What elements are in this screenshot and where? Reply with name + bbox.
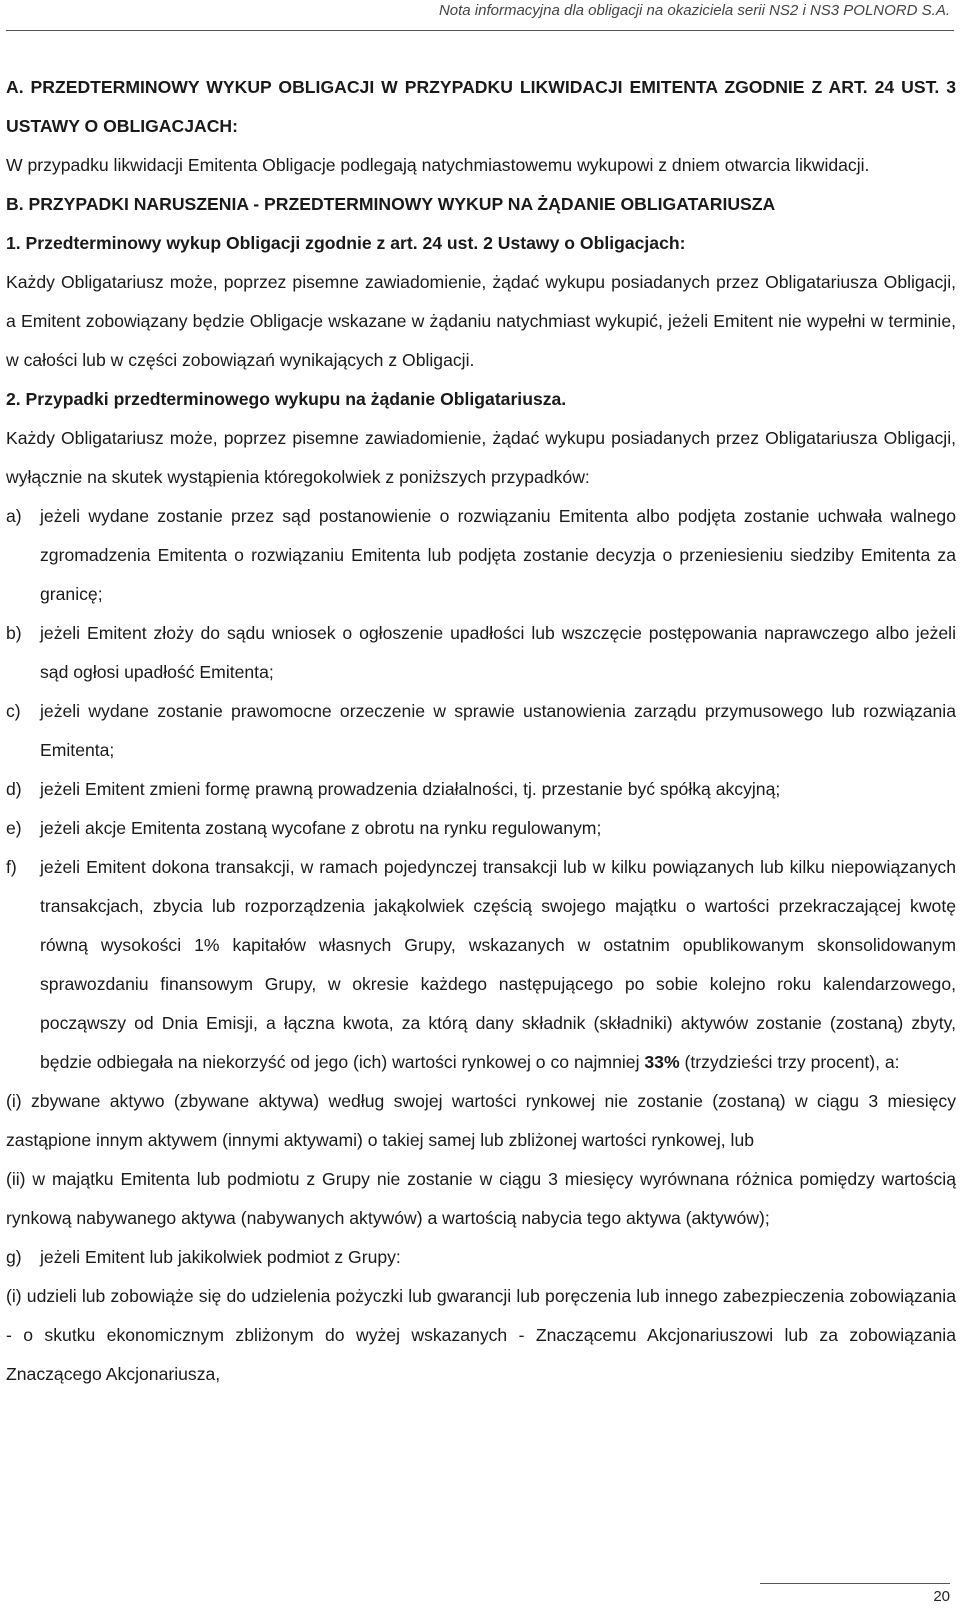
- threshold-percent: 33%: [644, 1052, 680, 1072]
- list-item-label: b): [6, 623, 22, 643]
- list-item-label: d): [6, 779, 22, 799]
- list-item-text-part: jeżeli Emitent dokona transakcji, w ramach pojedynczej transakcji lub w kilku powiązanych lub kilku niepowiązanych transakcjach, zbycia lub rozporządzenia jakąkolwiek częścią swojego majątku o wartości przekraczającej kwotę równą wysokości 1% kapitałów własnych Grupy, wskazanych w ostatnim opublikowanym skonsolidowanym sprawozdaniu finansowym Grupy, w okresie każdego następującego po sobie kolejno roku kalendarzowego, począwszy od Dnia Emisji, a łączna kwota, za którą dany składnik (składniki) aktywów zostanie (zostaną) zbyty, będzie odbiegała na niekorzyść od jego (ich) wartości rynkowej o co najmniej: [40, 857, 956, 1072]
- list-item-text: jeżeli wydane zostanie przez sąd postanowienie o rozwiązaniu Emitenta albo podjęta zostanie uchwała walnego zgromadzenia Emitenta o rozwiązaniu Emitenta lub podjęta zostanie decyzja o przeniesieniu siedziby Emitenta za granicę;: [40, 506, 956, 604]
- list-item-e: [6, 809, 956, 848]
- f-subitem-ii: (ii) w majątku Emitenta lub podmiotu z Grupy nie zostanie w ciągu 3 miesięcy wyrównana różnica pomiędzy wartością rynkową nabywanego aktywa (nabywanych aktywów) a wartością nabycia tego aktywa (aktywów);: [6, 1169, 956, 1228]
- list-item-d: [6, 770, 956, 809]
- section-b2-text: Każdy Obligatariusz może, poprzez pisemne zawiadomienie, żądać wykupu posiadanych przez Obligatariusza Obligacji, wyłącznie na skutek wystąpienia któregokolwiek z poniższych przypadków:: [6, 428, 956, 487]
- list-item-label: c): [6, 701, 21, 721]
- list-item-text: jeżeli akcje Emitenta zostaną wycofane z obrotu na rynku regulowanym;: [40, 818, 602, 838]
- section-a-text: W przypadku likwidacji Emitenta Obligacje podlegają natychmiastowemu wykupowi z dniem otwarcia likwidacji.: [6, 155, 870, 175]
- list-item-label: e): [6, 818, 22, 838]
- list-item-text: [40, 848, 956, 1082]
- list-item-text: jeżeli Emitent lub jakikolwiek podmiot z Grupy:: [40, 1247, 401, 1267]
- list-item-g: [6, 1238, 956, 1277]
- running-header: Nota informacyjna dla obligacji na okaziciela serii NS2 i NS3 POLNORD S.A.: [438, 2, 950, 19]
- footer-rule: [760, 1583, 950, 1584]
- list-item-text: jeżeli Emitent złoży do sądu wniosek o ogłoszenie upadłości lub wszczęcie postępowania naprawczego albo jeżeli sąd ogłosi upadłość Emitenta;: [40, 623, 956, 682]
- list-item-f: [6, 848, 956, 1082]
- section-b2-heading: 2. Przypadki przedterminowego wykupu na żądanie Obligatariusza.: [6, 389, 567, 409]
- list-item-text-part: (trzydzieści trzy procent), a:: [679, 1052, 900, 1072]
- list-item-c: [6, 692, 956, 770]
- section-a-heading: A. PRZEDTERMINOWY WYKUP OBLIGACJI W PRZYPADKU LIKWIDACJI EMITENTA ZGODNIE Z ART. 24 UST. 3 USTAWY O OBLIGACJACH:: [6, 77, 956, 136]
- list-item-a: [6, 497, 956, 614]
- document-body: [6, 68, 956, 1394]
- list-item-text: jeżeli wydane zostanie prawomocne orzeczenie w sprawie ustanowienia zarządu przymusowego lub rozwiązania Emitenta;: [40, 701, 956, 760]
- list-item-text: jeżeli Emitent zmieni formę prawną prowadzenia działalności, tj. przestanie być spółką akcyjną;: [40, 779, 781, 799]
- f-subitem-i: (i) zbywane aktywo (zbywane aktywa) według swojej wartości rynkowej nie zostanie (zostaną) w ciągu 3 miesięcy zastąpione innym aktywem (innymi aktywami) o takiej samej lub zbliżonej wartości rynkowej, lub: [6, 1091, 956, 1150]
- section-b1-text: Każdy Obligatariusz może, poprzez pisemne zawiadomienie, żądać wykupu posiadanych przez Obligatariusza Obligacji, a Emitent zobowiązany będzie Obligacje wskazane w żądaniu natychmiast wykupić, jeżeli Emitent nie wypełni w terminie, w całości lub w części zobowiązań wynikających z Obligacji.: [6, 272, 956, 370]
- list-item-label: a): [6, 506, 22, 526]
- page-number: 20: [933, 1588, 950, 1605]
- g-subitem-i: (i) udzieli lub zobowiąże się do udzielenia pożyczki lub gwarancji lub poręczenia lub innego zabezpieczenia zobowiązania - o skutku ekonomicznym zbliżonym do wyżej wskazanych - Znaczącemu Akcjonariuszowi lub za zobowiązania Znaczącego Akcjonariusza,: [6, 1286, 956, 1384]
- section-b1-heading: 1. Przedterminowy wykup Obligacji zgodnie z art. 24 ust. 2 Ustawy o Obligacjach:: [6, 233, 686, 253]
- section-b-heading: B. PRZYPADKI NARUSZENIA - PRZEDTERMINOWY WYKUP NA ŻĄDANIE OBLIGATARIUSZA: [6, 194, 776, 214]
- header-rule: [6, 30, 954, 31]
- list-item-label: g): [6, 1247, 22, 1267]
- list-item-b: [6, 614, 956, 692]
- list-item-label: f): [6, 857, 17, 877]
